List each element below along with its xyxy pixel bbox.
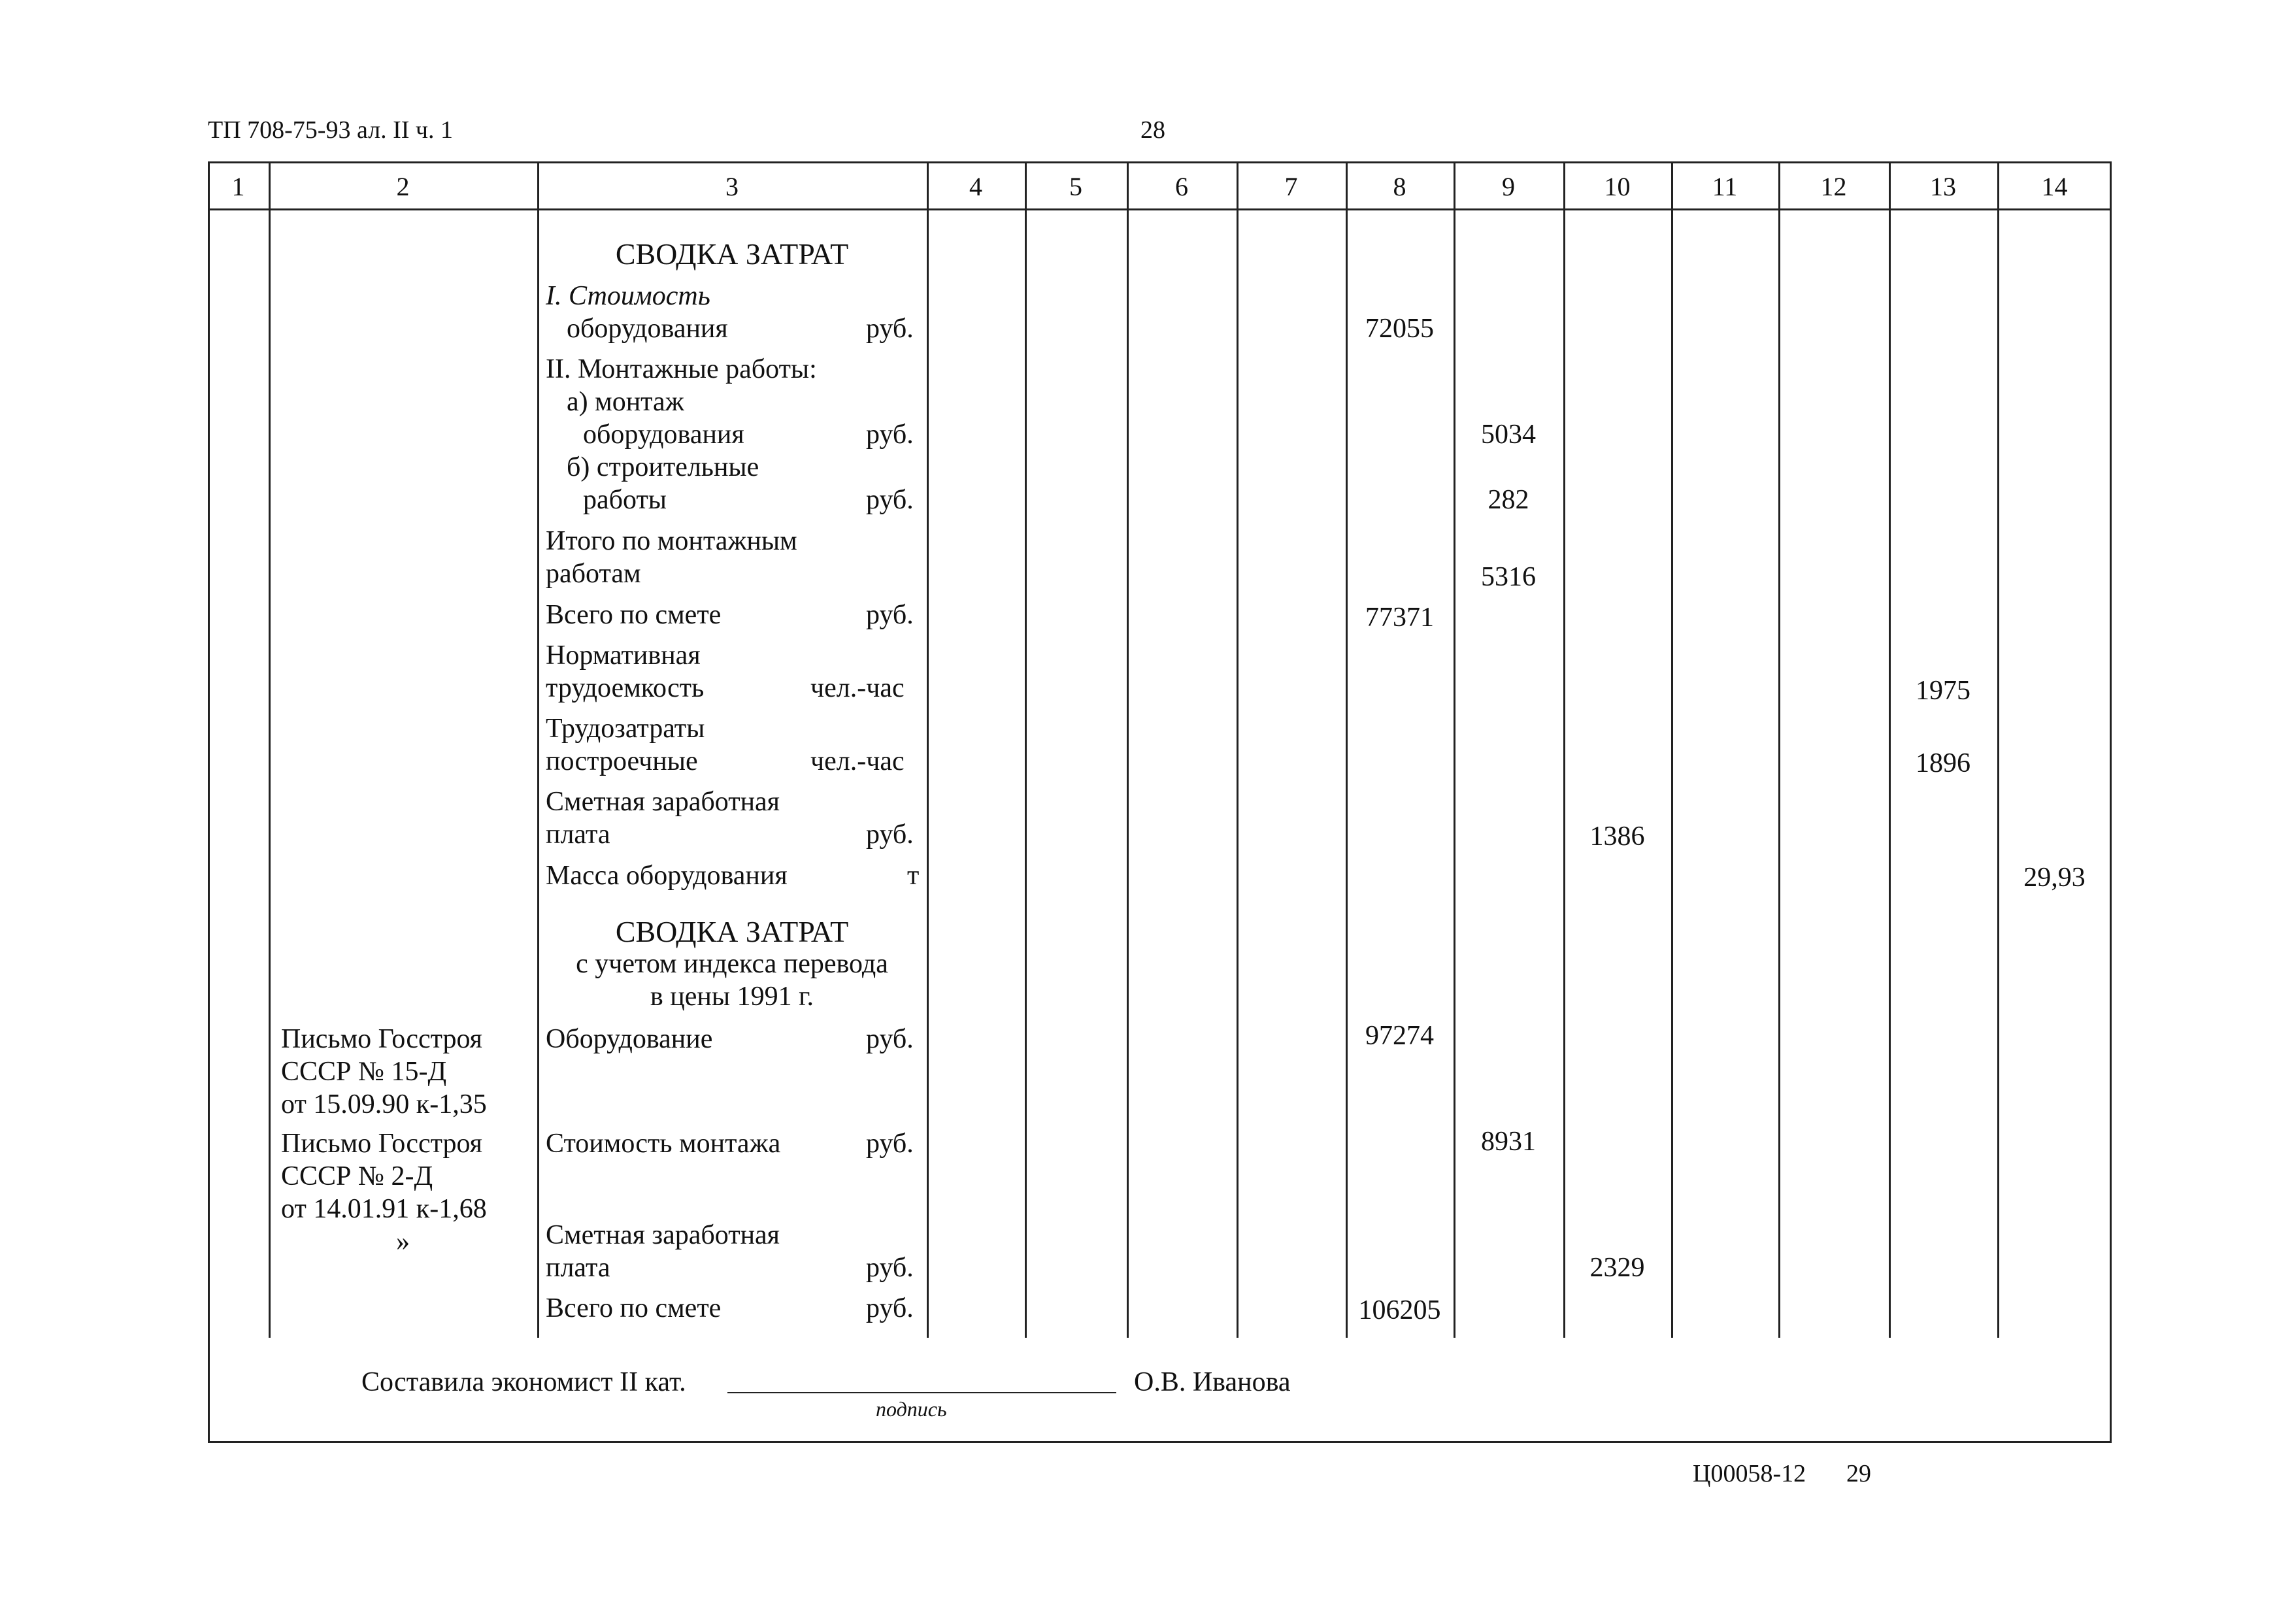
indexed-title: СВОДКА ЗАТРАТ xyxy=(615,915,849,948)
reference-letter: Письмо Госстроя xyxy=(281,1129,482,1159)
column-divider xyxy=(1671,161,1673,1338)
unit: руб. xyxy=(866,485,914,515)
indexed-install-label: Стоимость монтажа xyxy=(546,1129,781,1159)
column-divider xyxy=(1778,161,1780,1338)
install-total-label: Итого по монтажным xyxy=(546,526,797,556)
indexed-subtitle: в цены 1991 г. xyxy=(650,982,814,1012)
install-label: б) строительные xyxy=(567,452,759,482)
install-total-label: работам xyxy=(546,559,641,589)
compiled-by-label: Составила экономист II кат. xyxy=(361,1367,686,1397)
column-number: 2 xyxy=(396,172,410,201)
column-number: 13 xyxy=(1930,172,1956,201)
norm-labor-label: трудоемкость xyxy=(546,673,705,703)
equipment-label: I. Стоимость xyxy=(546,281,710,311)
value-cell: 77371 xyxy=(1365,603,1434,633)
column-number: 8 xyxy=(1393,172,1406,201)
labor-cost-label: Трудозатраты xyxy=(546,714,705,744)
indexed-wage-label: Сметная заработная xyxy=(546,1220,780,1250)
column-number: 6 xyxy=(1175,172,1188,201)
signer-name: О.В. Иванова xyxy=(1134,1367,1291,1397)
unit: руб. xyxy=(866,420,914,450)
signature-caption: подпись xyxy=(876,1397,947,1421)
value-cell: 5316 xyxy=(1481,562,1536,592)
summary-title: СВОДКА ЗАТРАТ xyxy=(615,237,849,271)
column-number: 7 xyxy=(1284,172,1298,201)
column-number: 11 xyxy=(1712,172,1738,201)
column-divider xyxy=(1127,161,1129,1338)
column-number: 3 xyxy=(725,172,739,201)
page-number: 28 xyxy=(1140,116,1165,144)
unit: чел.-час xyxy=(810,673,905,703)
column-divider xyxy=(269,161,271,1338)
ditto-mark: » xyxy=(396,1227,410,1257)
equipment-label: оборудования xyxy=(567,314,728,344)
unit: руб. xyxy=(866,820,914,850)
value-cell: 72055 xyxy=(1365,314,1434,344)
mass-label: Масса оборудования xyxy=(546,861,788,891)
indexed-equipment-label: Оборудование xyxy=(546,1024,713,1054)
column-divider xyxy=(537,161,539,1338)
value-cell: 106205 xyxy=(1358,1295,1441,1325)
reference-letter: СССР № 2-Д xyxy=(281,1161,433,1191)
total-label: Всего по смете xyxy=(546,600,722,630)
install-label: а) монтаж xyxy=(567,387,684,417)
column-number: 12 xyxy=(1820,172,1847,201)
wage-label: плата xyxy=(546,820,610,850)
column-divider xyxy=(1454,161,1455,1338)
signature-line xyxy=(727,1392,1116,1393)
install-label: оборудования xyxy=(583,420,744,450)
column-number: 14 xyxy=(2041,172,2068,201)
value-cell: 97274 xyxy=(1365,1021,1434,1051)
reference-letter: Письмо Госстроя xyxy=(281,1024,482,1054)
unit: т xyxy=(907,861,920,891)
value-cell: 1896 xyxy=(1916,748,1970,778)
column-divider xyxy=(1563,161,1565,1338)
column-number: 1 xyxy=(231,172,245,201)
value-cell: 8931 xyxy=(1481,1127,1536,1157)
unit: руб. xyxy=(866,314,914,344)
column-number: 9 xyxy=(1502,172,1515,201)
reference-letter: от 15.09.90 к-1,35 xyxy=(281,1089,487,1119)
value-cell: 1386 xyxy=(1589,821,1645,852)
header-row-divider xyxy=(208,208,2112,210)
install-label: работы xyxy=(583,485,667,515)
indexed-subtitle: с учетом индекса перевода xyxy=(576,949,888,979)
unit: руб. xyxy=(866,1024,914,1054)
unit: руб. xyxy=(866,1293,914,1323)
column-divider xyxy=(1025,161,1027,1338)
column-divider xyxy=(1997,161,1999,1338)
column-number: 10 xyxy=(1604,172,1631,201)
value-cell: 1975 xyxy=(1916,676,1970,706)
document-code: ТП 708-75-93 ал. II ч. 1 xyxy=(208,116,454,144)
reference-letter: СССР № 15-Д xyxy=(281,1057,447,1087)
unit: руб. xyxy=(866,600,914,630)
column-number: 4 xyxy=(969,172,982,201)
reference-letter: от 14.01.91 к-1,68 xyxy=(281,1194,487,1224)
labor-cost-label: построечные xyxy=(546,746,698,776)
document-id: Ц00058-12 xyxy=(1693,1460,1806,1487)
value-cell: 29,93 xyxy=(2023,863,2086,893)
value-cell: 282 xyxy=(1488,485,1529,515)
unit: руб. xyxy=(866,1129,914,1159)
sheet-number: 29 xyxy=(1846,1460,1871,1487)
unit: чел.-час xyxy=(810,746,905,776)
column-divider xyxy=(927,161,929,1338)
unit: руб. xyxy=(866,1253,914,1283)
indexed-total-label: Всего по смете xyxy=(546,1293,722,1323)
column-divider xyxy=(1237,161,1238,1338)
value-cell: 2329 xyxy=(1589,1253,1645,1283)
install-title: II. Монтажные работы: xyxy=(546,354,817,384)
wage-label: Сметная заработная xyxy=(546,787,780,817)
value-cell: 5034 xyxy=(1481,420,1536,450)
column-number: 5 xyxy=(1069,172,1082,201)
indexed-wage-label: плата xyxy=(546,1253,610,1283)
norm-labor-label: Нормативная xyxy=(546,640,701,671)
